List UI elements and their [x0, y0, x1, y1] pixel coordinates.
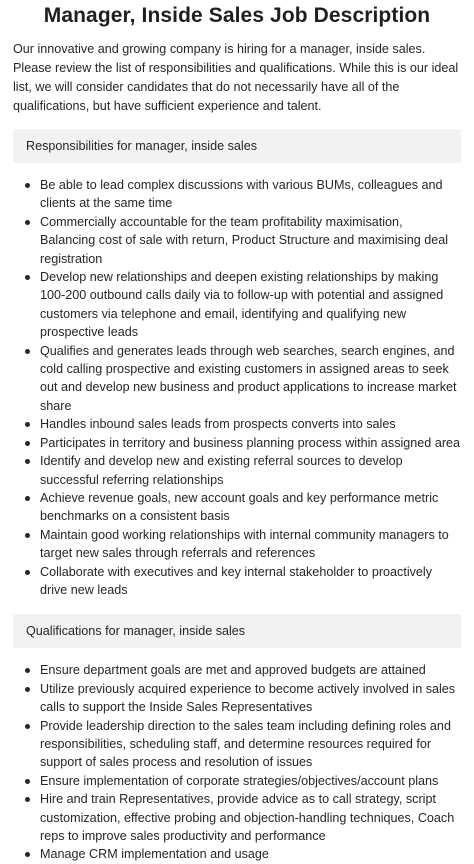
- list-item: Be able to lead complex discussions with various BUMs, colleagues and clients at the same time: [13, 176, 461, 213]
- list-item: Manage CRM implementation and usage: [13, 845, 461, 863]
- list-item: Develop new relationships and deepen existing relationships by making 100-200 outbound calls daily via to follow-up with potential and assigned customers via telephone and email, identifying and qualifying new prospective leads: [13, 268, 461, 342]
- list-item: Achieve revenue goals, new account goals and key performance metric benchmarks on a consistent basis: [13, 489, 461, 526]
- list-item: Maintain good working relationships with internal community managers to target new sales through referrals and references: [13, 526, 461, 563]
- responsibilities-list: [13, 176, 461, 599]
- page-title: Manager, Inside Sales Job Description: [43, 4, 431, 27]
- list-item: Utilize previously acquired experience to become actively involved in sales calls to support the Inside Sales Representatives: [13, 680, 461, 717]
- list-item: Provide leadership direction to the sales team including defining roles and responsibilities, scheduling staff, and determine resources required for support of sales process and resolution of issues: [13, 717, 461, 772]
- list-item: Ensure department goals are met and approved budgets are attained: [13, 661, 461, 679]
- list-item: Participates in territory and business planning process within assigned area: [13, 434, 461, 452]
- qualifications-list: [13, 661, 461, 863]
- intro-paragraph: Our innovative and growing company is hiring for a manager, inside sales. Please review the list of responsibilities and qualifications. While this is our ideal list, we will consider candidates that do not necessarily have all of the qualifications, but have sufficient experience and talent.: [13, 42, 459, 113]
- list-item: Handles inbound sales leads from prospects converts into sales: [13, 415, 461, 433]
- list-item: Hire and train Representatives, provide advice as to call strategy, script customization, effective probing and objection-handling techniques, Coach reps to improve sales productivity and performance: [13, 790, 461, 845]
- list-item: Qualifies and generates leads through web searches, search engines, and cold calling prospective and existing customers in assigned areas to seek out and develop new business and product applications to increase market share: [13, 342, 461, 416]
- qualifications-heading: Qualifications for manager, inside sales: [13, 614, 461, 648]
- list-item: Ensure implementation of corporate strategies/objectives/account plans: [13, 772, 461, 790]
- list-item: Collaborate with executives and key internal stakeholder to proactively drive new leads: [13, 563, 461, 600]
- list-item: Identify and develop new and existing referral sources to develop successful referring relationships: [13, 452, 461, 489]
- list-item: Commercially accountable for the team profitability maximisation, Balancing cost of sale with return, Product Structure and maximising deal registration: [13, 213, 461, 268]
- responsibilities-heading: Responsibilities for manager, inside sales: [13, 129, 461, 163]
